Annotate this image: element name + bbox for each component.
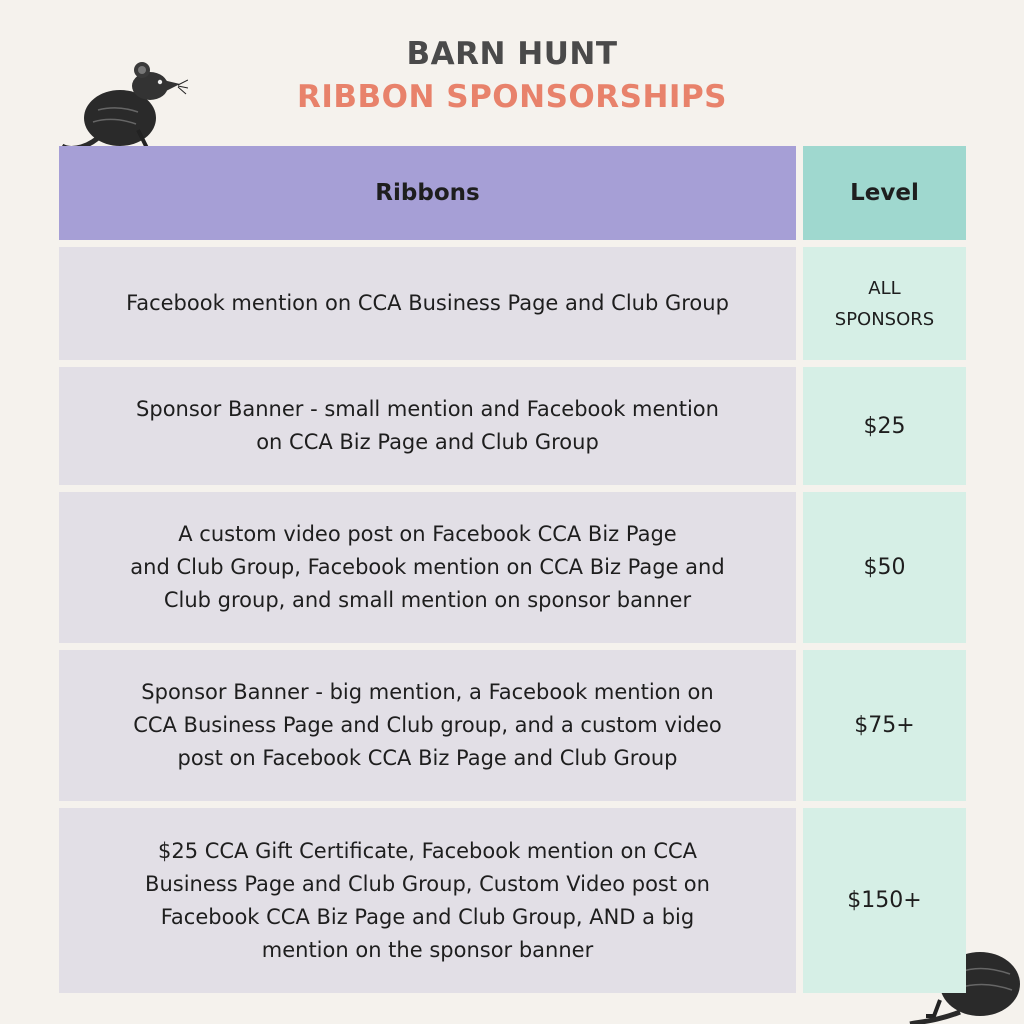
table-row-level bbox=[803, 247, 966, 360]
title-line-2: RIBBON SPONSORSHIPS bbox=[297, 79, 727, 115]
level-text: $150+ bbox=[847, 888, 922, 913]
header-level: Level bbox=[803, 146, 966, 240]
header-ribbons: Ribbons bbox=[59, 146, 796, 240]
table-row-level bbox=[803, 808, 966, 993]
level-text: ALL SPONSORS bbox=[834, 277, 935, 330]
description-text: Sponsor Banner - small mention and Facebook mention on CCA Biz Page and Club Group bbox=[136, 397, 719, 454]
table-row-description bbox=[59, 247, 796, 360]
table-row-description bbox=[59, 650, 796, 801]
level-text: $25 bbox=[863, 413, 906, 439]
table-row-description bbox=[59, 492, 796, 643]
level-text: $75+ bbox=[854, 713, 915, 738]
description-text: $25 CCA Gift Certificate, Facebook mention on CCA Business Page and Club Group, Custom Video post on Facebook CCA Biz Page and Club Group, AND a big mention on the sponsor banner bbox=[145, 838, 710, 962]
table-row-description bbox=[59, 808, 796, 993]
title-line-1: BARN HUNT bbox=[406, 36, 618, 72]
description-text: Facebook mention on CCA Business Page and Club Group bbox=[126, 291, 729, 315]
description-text: Sponsor Banner - big mention, a Facebook mention on CCA Business Page and Club group, and a custom video post on Facebook CCA Biz Page and Club Group bbox=[133, 680, 722, 770]
table-row-description bbox=[59, 367, 796, 485]
table-row-level bbox=[803, 650, 966, 801]
table-row-level bbox=[803, 492, 966, 643]
table-row-level bbox=[803, 367, 966, 485]
description-text: A custom video post on Facebook CCA Biz Page and Club Group, Facebook mention on CCA Biz Page and Club group, and small mention on sponsor banner bbox=[130, 522, 725, 612]
level-text: $50 bbox=[863, 555, 906, 580]
rat-illustration-icon bbox=[58, 50, 188, 160]
